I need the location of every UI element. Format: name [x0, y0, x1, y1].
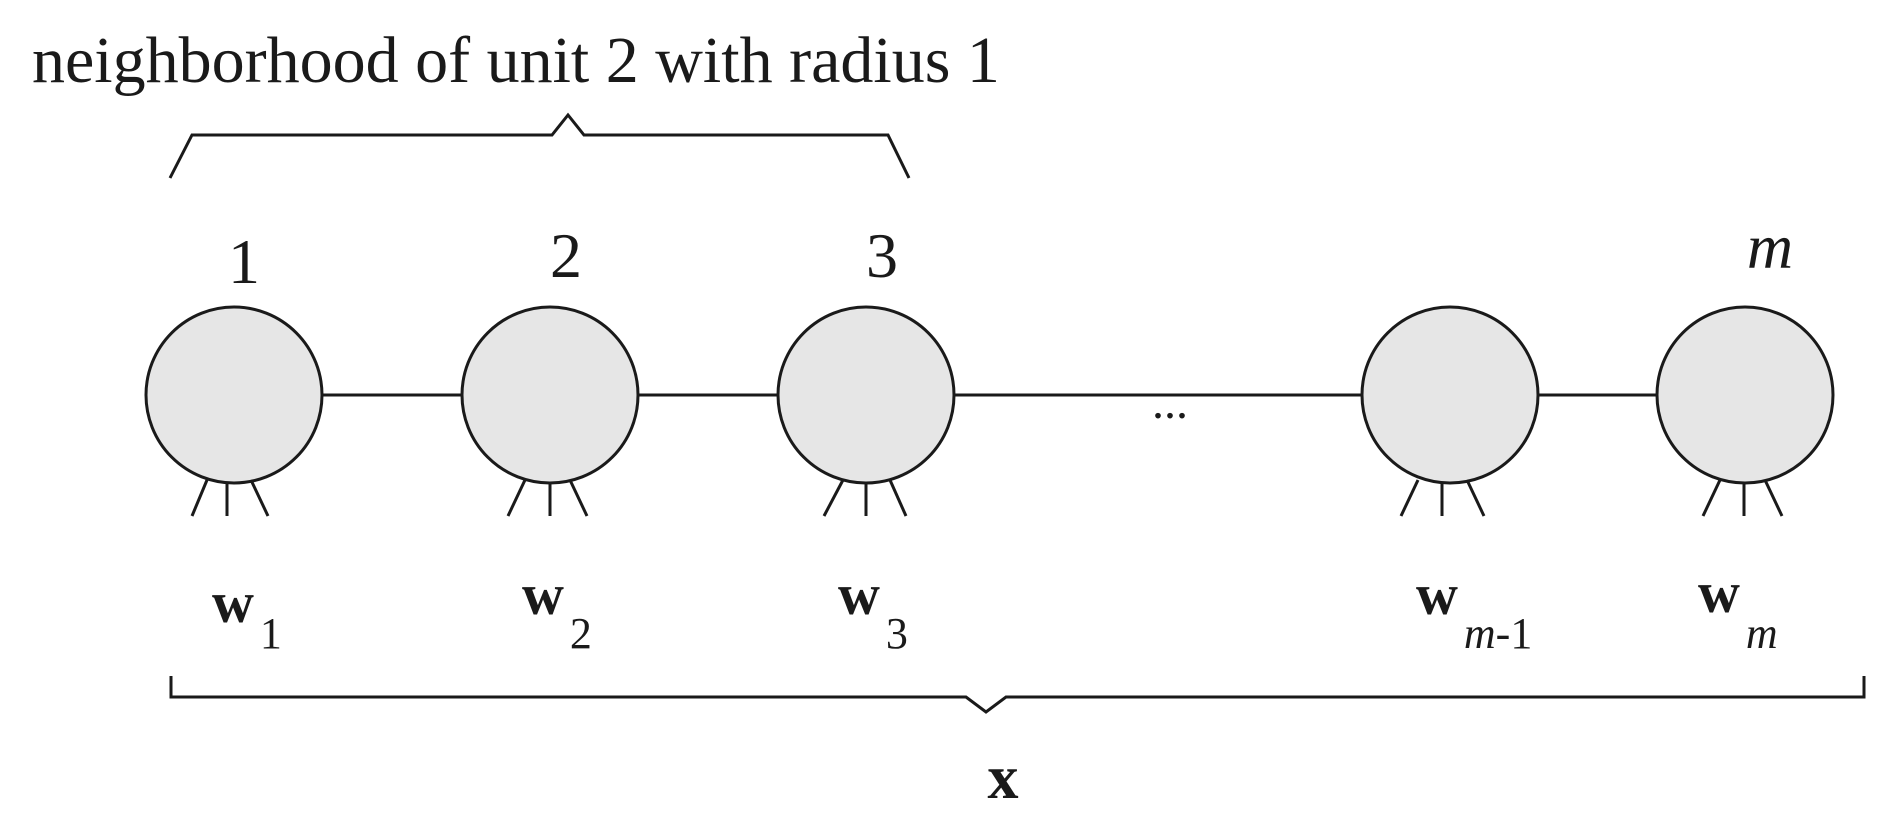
weight-label: w 1 [212, 570, 282, 658]
unit-label: 3 [866, 220, 898, 291]
neighborhood-brace [170, 115, 909, 178]
unit-3 [778, 220, 954, 658]
neighborhood-title: neighborhood of unit 2 with radius 1 [32, 24, 1000, 97]
unit-node [778, 307, 954, 483]
unit-m [1657, 211, 1833, 658]
weight-label: w3 [838, 562, 908, 658]
input-label: x [987, 744, 1019, 812]
input-ticks [824, 480, 906, 516]
unit-node [1362, 307, 1538, 483]
ellipsis: ... [1152, 376, 1188, 429]
unit-node [462, 307, 638, 483]
input-brace [171, 676, 1864, 712]
unit-node [1657, 307, 1833, 483]
unit-m-1 [1362, 307, 1538, 658]
unit-label: m [1746, 211, 1794, 282]
input-ticks [1703, 480, 1782, 516]
weight-label: w2 [522, 562, 592, 658]
unit-label: 1 [228, 226, 260, 297]
input-ticks [508, 480, 587, 516]
input-ticks [192, 480, 268, 516]
unit-1 [146, 226, 322, 658]
weight-label: wm-1 [1416, 562, 1533, 658]
input-ticks [1401, 480, 1484, 516]
unit-2 [462, 220, 638, 658]
unit-node [146, 307, 322, 483]
unit-label: 2 [550, 220, 582, 291]
weight-label: wm [1698, 560, 1778, 658]
